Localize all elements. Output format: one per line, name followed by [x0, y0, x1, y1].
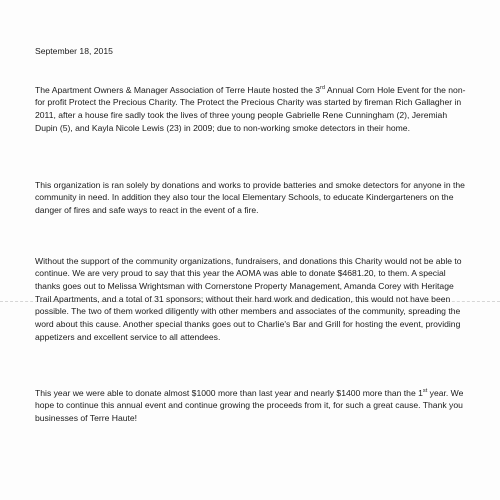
paragraph-1-text-a: The Apartment Owners & Manager Association of Terre Haute hosted the 3	[35, 84, 321, 95]
letter-body	[35, 45, 467, 425]
paragraph-organization-mission: This organization is ran solely by donations and works to provide batteries and smoke detectors for anyone in the community in need. In addition they also tour the local Elementary Schools, to educate Kindergarteners on the danger of fires and safe ways to react in the event of a fire.	[35, 179, 465, 215]
letter-date: September 18, 2015	[35, 46, 113, 56]
paragraph-donation-thanks: Without the support of the community organizations, fundraisers, and donations this Charity would not be able to continue. We are very proud to say that this year the AOMA was able to donate $4681.20, to them. A special thanks goes out to Melissa Wrightsman with Cornerstone Property Management, Amanda Corey with Heritage Trail Apartments, and a total of 31 sponsors; without their hard work and dedication, this would not have been possible. The two of them worked diligently with other members and associates of the community, spreading the word about this cause. Another special thanks goes out to Charlie's Bar and Grill for hosting the event, providing appetizers and excellent service to all attendees.	[35, 255, 462, 342]
paragraph-closing	[35, 387, 467, 425]
paragraph-4-text-b: year. We hope to continue this annual event and continue growing the proceeds from it, for such a great cause. Thank you businesses of Terre Haute!	[35, 387, 464, 423]
paragraph-1-text-b: Annual Corn Hole Event for the non-for profit Protect the Precious Charity. The Protect the Precious Charity was started by fireman Rich Gallagher in 2011, after a house fire sadly took the lives of three young people Gabrielle Rene Cunningham (2), Jeremiah Dupin (5), and Kayla Nicole Lewis (23) in 2009; due to non-working smoke detectors in their home.	[35, 84, 466, 133]
ordinal-suffix-st: st	[422, 387, 428, 394]
paragraph-event-history	[35, 84, 467, 135]
paragraph-4-text-a: This year we were able to donate almost $1000 more than last year and nearly $1400 more than the 1	[35, 387, 423, 398]
ordinal-suffix-rd: rd	[320, 84, 326, 91]
